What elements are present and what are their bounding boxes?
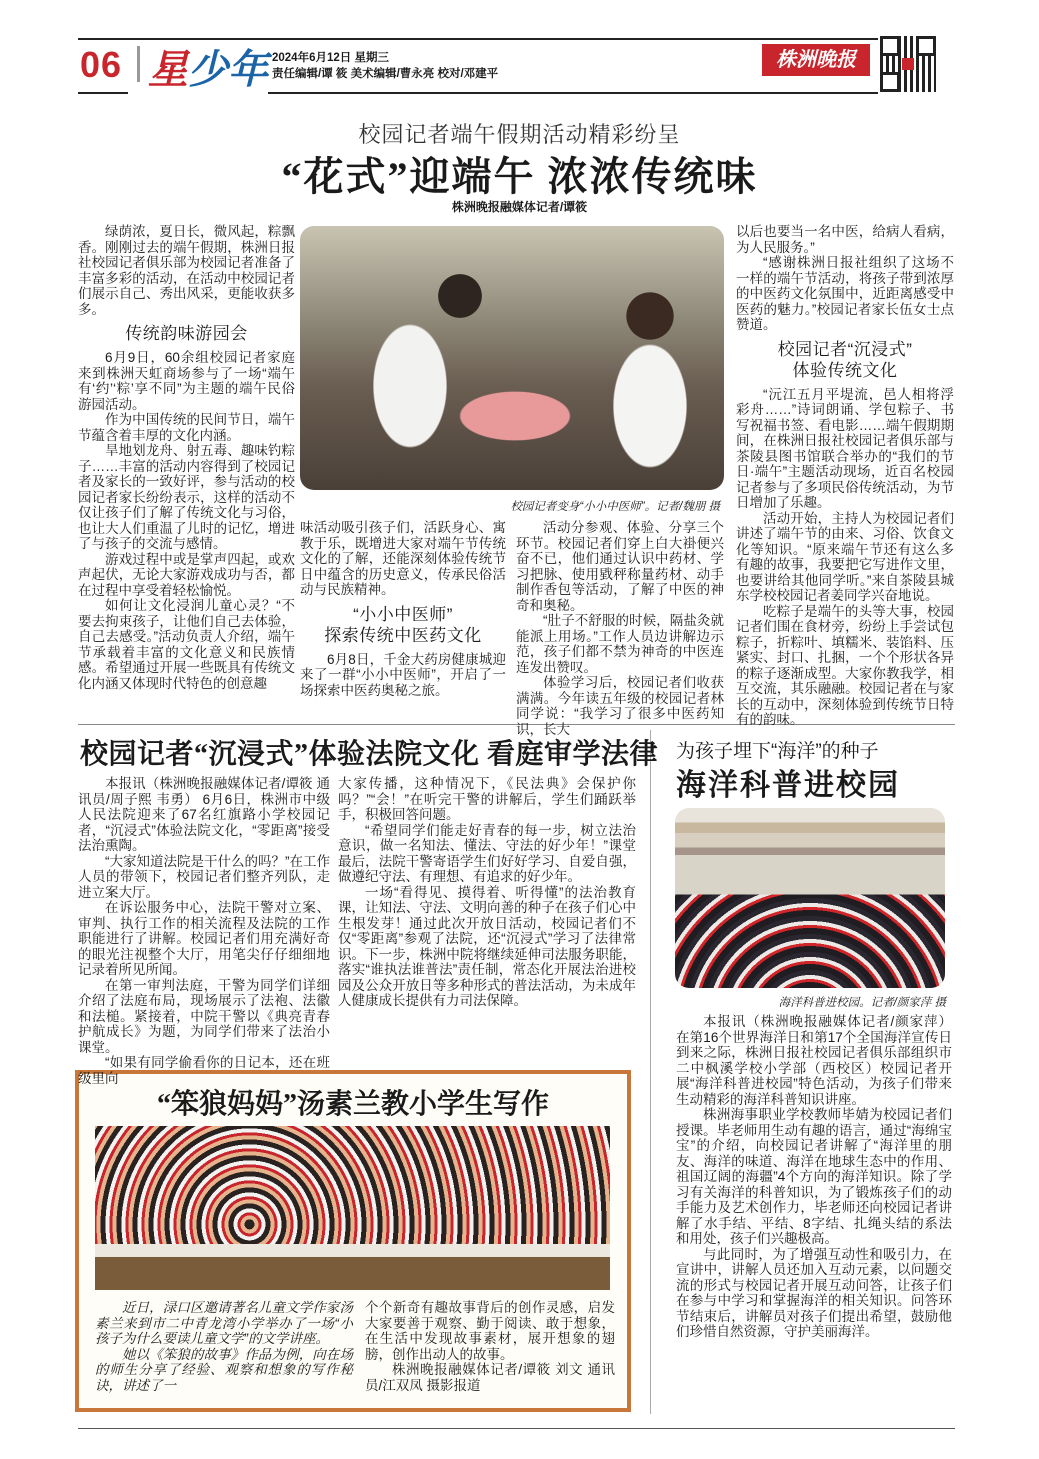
lead-column-3 [516, 520, 724, 737]
writing-title: “笨狼妈妈”汤素兰教小学生写作 [156, 1089, 549, 1120]
paragraph: 在诉讼服务中心，法院干警对立案、审判、执行工作的相关流程及法院的工作职能进行了讲解。校园记者们用充满好奇的眼光注视整个大厅，用笔尖仔仔细细地记录着所见所闻。 [78, 900, 330, 977]
writing-column-2 [365, 1300, 615, 1393]
ocean-photo-caption: 海洋科普进校园。记者/颜家萍 摄 [778, 997, 946, 1009]
paragraph: 本报讯（株洲晚报融媒体记者/颜家萍） 在第16个世界海洋日和第17个全国海洋宣传日到来之际，株洲日报社校园记者俱乐部组织市二中枫溪学校小学部（西校区）校园记者开展“海洋科普进校园”特色活动，为孩子们带来生动精彩的海洋科普知识讲座。 [676, 1014, 952, 1107]
section-subheading: 校园记者“沉浸式” 体验传统文化 [777, 339, 913, 380]
paragraph: 一场“看得见、摸得着、听得懂”的法治教育课，让知法、守法、文明向善的种子在孩子们心中生根发芽！通过此次开放日活动，校园记者们不仅“零距离”参观了法院，还“沉浸式”学习了法律常识。下一步，株洲中院将继续延伸司法服务职能，落实“谁执法谁普法”责任制，常态化开展法治进校园及公众开放日等多种形式的普法活动，为未成年人健康成长提供有力司法保障。 [338, 884, 636, 1008]
paragraph: 个个新奇有趣故事背后的创作灵感，启发大家要善于观察、勤于阅读、敢于想象，在生活中发现故事素材，展开想象的翅膀，创作出动人的故事。 [365, 1300, 615, 1362]
paragraph: 株洲晚报融媒体记者/谭筱 刘文 通讯员/江双凤 摄影报道 [365, 1362, 615, 1393]
paragraph: 大家传播，这种情况下，《民法典》会保护你吗？”“会！”在听完干警的讲解后，学生们踊跃举手，积极回答问题。 [338, 776, 636, 822]
newspaper-brand-logo: 株洲晚报 [762, 44, 870, 76]
paragraph: “希望同学们能走好青春的每一步，树立法治意识，做一名知法、懂法、守法的好少年！”课堂最后，法院干警寄语学生们好好学习、自爱自强，做遵纪守法、有理想、有追求的好少年。 [338, 822, 636, 884]
issue-meta [272, 50, 498, 82]
paragraph: 活动开始，主持人为校园记者们讲述了端午节的由来、习俗、饮食文化等知识。“原来端午节还有这么多有趣的故事，我要把它写进作文里，也要讲给其他同学听。”来自茶陵县城东学校校园记者姜同学兴奋地说。 [736, 510, 954, 603]
paragraph: 她以《笨狼的故事》作品为例，向在场的师生分享了经验、观察和想象的写作秘诀，讲述了一 [95, 1346, 353, 1393]
editors-credit: 责任编辑/谭 筱 美术编辑/曹永亮 校对/邓建平 [272, 68, 499, 80]
paragraph: 以后也要当一名中医，给病人看病，为人民服务。” [736, 224, 954, 255]
section-subheading: “小小中医师” 探索传统中医药文化 [324, 604, 482, 645]
paragraph: 近日，渌口区邀请著名儿童文学作家汤素兰来到市二中青龙湾小学举办了一场“小孩子为什么要读儿童文学”的文学讲座。 [95, 1300, 353, 1346]
paragraph: 本报讯（株洲晚报融媒体记者/谭筱 通讯员/周子熙 韦勇） 6月6日，株洲市中级人民法院迎来了67名红旗路小学校园记者，“沉浸式”体验法院文化，“零距离”接受法治熏陶。 [78, 776, 330, 853]
law-title: 校园记者“沉浸式”体验法院文化 看庭审学法律 [80, 739, 659, 770]
paragraph: 吃粽子是端午的头等大事，校园记者们围在食材旁，纷纷上手尝试包粽子，折粽叶、填糯米、装馅料、压紧实、封口、扎捆，一个个形状各异的粽子逐渐成型。大家你教我学，相互交流，其乐融融。校园记者在与家长的互动中，深刻体验到传统节日特有的韵味。 [736, 603, 954, 727]
section-logo: 星少年 [148, 48, 268, 92]
ocean-subtitle: 为孩子埋下“海洋”的种子 [676, 741, 879, 762]
vertical-divider [650, 730, 651, 1414]
law-column-1 [78, 776, 330, 1086]
paragraph: 游戏过程中或是掌声四起，或欢声起伏，无论大家游戏成功与否，都在过程中享受着轻松愉悦。 [78, 551, 295, 598]
paragraph: 活动分参观、体验、分享三个环节。校园记者们穿上白大褂便兴奋不已，他们通过认识中药材、学习把脉、使用戥秤称量药材、动手制作香包等活动，了解了中医的神奇和奥秘。 [516, 520, 724, 613]
bottom-rule [78, 1428, 955, 1429]
paragraph: 与此同时，为了增强互动性和吸引力，在宣讲中，讲解人员还加入互动元素，以问题交流的形式与校园记者开展互动问答，让孩子们在参与中学习和掌握海洋的相关知识。问答环节结束后，讲解员对孩子们提出希望，鼓励他们珍惜自然资源，守护美丽海洋。 [676, 1246, 952, 1339]
masthead-bottom-rule [78, 92, 128, 94]
paragraph: 作为中国传统的民间节日，端午节蕴含着丰厚的文化内涵。 [78, 412, 295, 443]
paragraph: 6月8日，千金大药房健康城迎来了一群“小小中医师”，开启了一场探索中医药奥秘之旅。 [300, 651, 506, 698]
writing-column-1 [95, 1300, 353, 1393]
qr-code-icon [880, 36, 936, 92]
lead-column-1 [78, 224, 295, 691]
masthead-bottom-rule [268, 92, 878, 94]
paragraph: 味活动吸引孩子们，活跃身心、寓教于乐，既增进大家对端午节传统文化的了解，还能深刻体验传统节日中蕴含的历史意义，传承民俗活动与民族精神。 [300, 520, 506, 597]
paragraph: 在第一审判法庭，干警为同学们详细介绍了法庭布局，现场展示了法袍、法徽和法槌。紧接着，中院干警以《典亮青春 护航成长》为题，为同学们带来了法治小课堂。 [78, 977, 330, 1055]
divider [137, 46, 140, 82]
lead-subtitle: 校园记者端午假期活动精彩纷呈 [358, 122, 681, 147]
paragraph: “大家知道法院是干什么的吗？”在工作人员的带领下，校园记者们整齐列队，走进立案大厅。 [78, 853, 330, 900]
page-number: 06 [80, 44, 123, 85]
lead-byline: 株洲晚报融媒体记者/谭筱 [451, 200, 588, 214]
paragraph: 旱地划龙舟、射五毒、趣味钓粽子……丰富的活动内容得到了校园记者及家长的一致好评，参与活动的校园记者家长纷纷表示，这样的活动不仅让孩子们了解了传统文化与习俗，也让大人们重温了儿时的记忆，增进了与孩子的交流与感情。 [78, 443, 295, 551]
paragraph: 如何让文化浸润儿童心灵？“不要去拘束孩子，让他们自己去体验，自己去感受。”活动负责人介绍，端午节承载着丰富的文化意义和民族情感。希望通过开展一些既具有传统文化内涵又体现时代特色的创意趣 [78, 598, 295, 691]
paragraph: 体验学习后，校园记者们收获满满。今年读五年级的校园记者林同学说：“我学习了很多中医药知识，长大 [516, 675, 724, 737]
law-column-2 [338, 776, 636, 1009]
paragraph: 绿荫浓，夏日长，微风起，粽飘香。刚刚过去的端午假期，株洲日报社校园记者俱乐部为校园记者准备了丰富多彩的活动，在活动中校园记者们展示自己、秀出风采，更能收获多多。 [78, 224, 295, 317]
ocean-title: 海洋科普进校园 [676, 769, 900, 802]
paragraph: “沅江五月平堤流，邑人相将浮彩舟……”诗词朗诵、学包粽子、书写祝福书签、看电影……端午假期期间，在株洲日报社校园记者俱乐部与茶陵县图书馆联合举办的“我们的节日·端午”主题活动现场，近百名校园记者参与了多项民俗传统活动，为节日增加了乐趣。 [736, 386, 954, 510]
issue-date: 2024年6月12日 星期三 [272, 52, 389, 64]
lead-photo [300, 226, 724, 490]
paragraph: 6月9日，60余组校园记者家庭来到株洲天虹商场参与了一场“端午有‘约’‘粽’享不同”为主题的端午民俗游园活动。 [78, 350, 295, 412]
lead-column-2 [300, 520, 506, 698]
paragraph: “感谢株洲日报社组织了这场不一样的端午节活动，将孩子带到浓厚的中医药文化氛围中，近距离感受中医药的魅力。”校园记者家长伍女士点赞道。 [736, 255, 954, 332]
ocean-photo [675, 808, 945, 988]
ocean-column [676, 1014, 952, 1340]
writing-group-photo [95, 1126, 610, 1290]
lead-column-4 [736, 224, 954, 728]
lead-title: “花式”迎端午 浓浓传统味 [281, 154, 758, 199]
paragraph: 株洲海事职业学校教师毕婧为校园记者们授课。毕老师用生动有趣的语言，通过“海绵宝宝”的介绍，向校园记者讲解了“海洋里的朋友、海洋的味道、海洋在地球生态中的作用、祖国辽阔的海疆”4个方向的海洋知识。除了学习有关海洋的科普知识，为了锻炼孩子们的动手能力及艺术创作力，毕老师还向校园记者讲解了水手结、平结、8字结、扎绳头结的系法和用处，孩子们兴趣极高。 [676, 1107, 952, 1246]
lead-photo-caption: 校园记者变身“小小中医师”。记者/魏朋 摄 [510, 501, 720, 513]
paragraph: “如果有同学偷看你的日记本，还在班级里向 [78, 1055, 330, 1086]
section-subheading: 传统韵味游园会 [125, 324, 248, 343]
paragraph: “肚子不舒服的时候，隔盐灸就能派上用场。”工作人员边讲解边示范，孩子们都不禁为神奇的中医连连发出赞叹。 [516, 613, 724, 675]
